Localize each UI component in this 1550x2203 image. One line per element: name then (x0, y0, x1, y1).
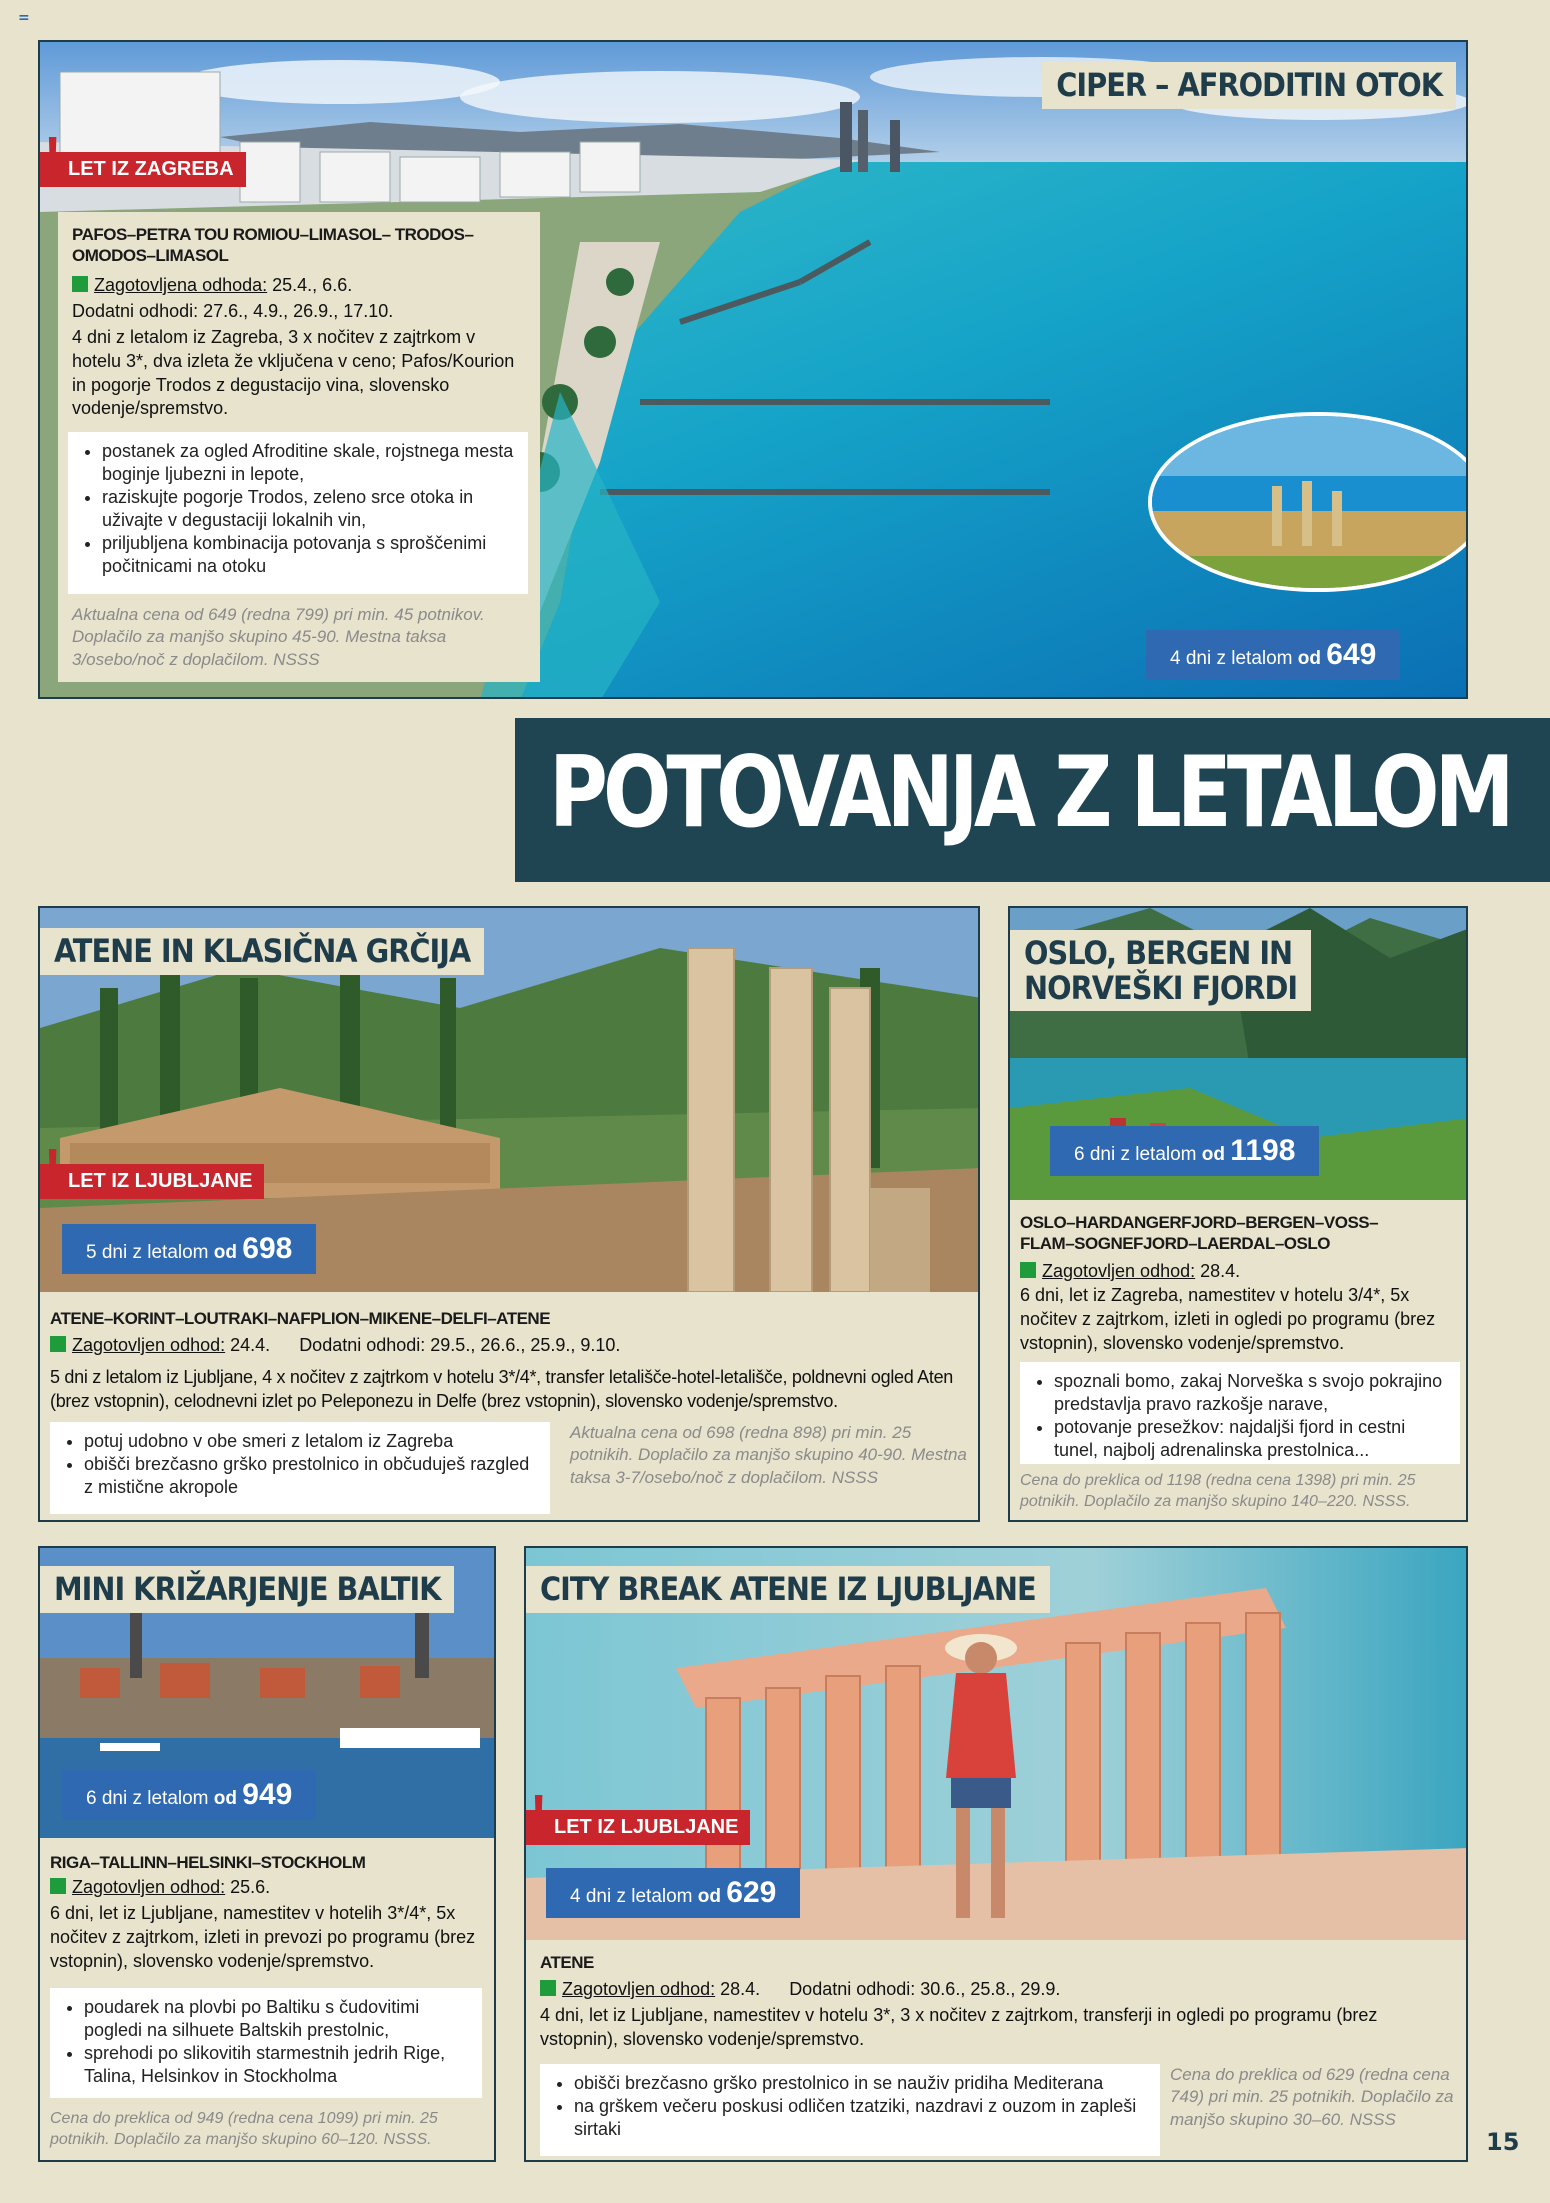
baltic-price-od: od (213, 1788, 238, 1809)
cyprus-bullet-1: • postanek za ogled Afroditine skale, rojstnega mesta boginje ljubezni in lepote, (102, 440, 516, 486)
baltic-guaranteed-dates: 25.6. (225, 1877, 271, 1897)
athens-classic-guaranteed-label: Zagotovljen odhod: (72, 1335, 226, 1355)
cyprus-card (38, 40, 1468, 699)
citybreak-additional: Dodatni odhodi: 30.6., 25.8., 29.9. (789, 1979, 1061, 1999)
baltic-price-badge (62, 1770, 316, 1820)
baltic-bullet-2: • sprehodi po slikovitih starmestnih jedrih Rige, Talina, Helsinkov in Stockholma (84, 2042, 470, 2088)
athens-classic-description: 5 dni z letalom iz Ljubljane, 4 x nočitev z zajtrkom v hotelu 3*/4*, transfer letališče-hotel-letališče, poldnevni ogled Aten (brez vstopnin), celodnevni izlet po Peleponezu in Delfe (brez vstopnin), slovensko vodenje/spremstvo. (50, 1367, 954, 1411)
baltic-title: MINI KRIŽARJENJE BALTIK (40, 1566, 454, 1613)
baltic-price-prefix: 6 dni z letalom (86, 1788, 214, 1809)
athens-classic-guaranteed-dates: 24.4. (225, 1335, 271, 1355)
oslo-title-line1: OSLO, BERGEN IN (1024, 934, 1293, 972)
oslo-price-prefix: 6 dni z letalom (1074, 1144, 1202, 1165)
exclamation-icon: ! (530, 1785, 548, 1843)
athens-classic-price-prefix: 5 dni z letalom (86, 1242, 214, 1263)
citybreak-guaranteed-label: Zagotovljen odhod: (562, 1979, 716, 1999)
page-number: 15 (1486, 2128, 1520, 2156)
cyprus-guaranteed-label: Zagotovljena odhoda: (94, 275, 268, 295)
baltic-description: 6 dni, let iz Ljubljane, namestitev v hotelih 3*/4*, 5x nočitev z zajtrkom, izleti in prevozi po programu (brez vstopnin), slovensko vodenje/spremstvo. (50, 1903, 476, 1971)
section-banner (515, 718, 1550, 882)
citybreak-dates (540, 1978, 1460, 2002)
citybreak-price-badge (546, 1868, 800, 1918)
athens-classic-price-badge (62, 1224, 316, 1274)
cyprus-bullet-3: • priljubljena kombinacija potovanja s sproščenimi počitnicami na otoku (102, 532, 516, 578)
section-banner-title: POTOVANJA Z LETALOM (549, 736, 1510, 850)
cyprus-price-prefix: 4 dni z letalom (1170, 648, 1298, 669)
athens-classic-flight-flag (40, 1139, 264, 1199)
oslo-title-line2: NORVEŠKI FJORDI (1024, 968, 1298, 1007)
baltic-card (38, 1546, 496, 2162)
green-square-icon (50, 1336, 66, 1352)
oslo-bullet-2: • potovanje presežkov: najdaljši fjord in cestni tunel, najbolj adrenalinska prestolnica... (1054, 1416, 1448, 1462)
baltic-note: Cena do preklica od 949 (redna cena 1099) pri min. 25 potnikih. Doplačilo za manjšo skupino 60–120. NSSS. (50, 2110, 438, 2149)
oslo-guaranteed-label: Zagotovljen odhod: (1042, 1261, 1196, 1281)
citybreak-route: ATENE (540, 1953, 594, 1972)
citybreak-price-od: od (697, 1886, 722, 1907)
cyprus-guaranteed (72, 274, 532, 298)
athens-classic-bullet-1: • potuj udobno v obe smeri z letalom iz Zagreba (84, 1430, 538, 1453)
athens-classic-bullets (50, 1422, 550, 1514)
citybreak-note: Cena do preklica od 629 (redna cena 749) pri min. 25 potnikih. Doplačilo za manjšo skupino 30–60. NSSS (1170, 2065, 1454, 2129)
athens-classic-additional: Dodatni odhodi: 29.5., 26.6., 25.9., 9.10. (299, 1335, 621, 1355)
cyprus-text-panel (58, 212, 540, 682)
oslo-guaranteed-dates: 28.4. (1195, 1261, 1241, 1281)
citybreak-price-value: 629 (726, 1876, 777, 1909)
oslo-title (1010, 930, 1311, 1011)
oslo-bullet-1: • spoznali bomo, zakaj Norveška s svojo pokrajino predstavlja pravo razkošje narave, (1054, 1370, 1448, 1416)
citybreak-flag-label: LET IZ LJUBLJANE (554, 1816, 739, 1838)
oslo-price-od: od (1201, 1144, 1226, 1165)
citybreak-flight-flag (526, 1785, 750, 1845)
baltic-guaranteed-label: Zagotovljen odhod: (72, 1877, 226, 1897)
cyprus-title: CIPER – AFRODITIN OTOK (1042, 62, 1456, 109)
oslo-description: 6 dni, let iz Zagreba, namestitev v hotelu 3/4*, 5x nočitev z zajtrkom, izleti in ogledi po programu (brez vstopnin), slovensko vodenje/spremstvo. (1020, 1285, 1436, 1353)
oslo-note: Cena do preklica od 1198 (redna cena 1398) pri min. 25 potnikih. Doplačilo za manjšo skupino 140–220. NSSS. (1020, 1472, 1416, 1511)
cyprus-description: 4 dni z letalom iz Zagreba, 3 x nočitev z zajtrkom v hotelu 3*, dva izleta že vključena v ceno; Pafos/Kourion in pogorje Trodos z degustacijo vina, slovensko vodenje/spremstvo. (72, 327, 515, 419)
baltic-route: RIGA–TALLINN–HELSINKI–STOCKHOLM (50, 1853, 366, 1872)
citybreak-guaranteed-dates: 28.4. (715, 1979, 761, 1999)
cyprus-guaranteed-dates: 25.4., 6.6. (267, 275, 353, 295)
athens-classic-route: ATENE–KORINT–LOUTRAKI–NAFPLION–MIKENE–DELFI–ATENE (50, 1309, 551, 1328)
cyprus-flight-flag (40, 127, 246, 187)
cyprus-flag-label: LET IZ ZAGREBA (68, 158, 234, 180)
cyprus-route: PAFOS–PETRA TOU ROMIOU–LIMASOL– TRODOS–OMODOS–LIMASOL (72, 225, 474, 266)
athens-classic-card (38, 906, 980, 1522)
cyprus-bullet-2: • raziskujte pogorje Trodos, zeleno srce otoka in uživajte v degustaciji lokalnih vin, (102, 486, 516, 532)
cyprus-bullets (68, 432, 528, 594)
green-square-icon (1020, 1262, 1036, 1278)
athens-classic-price-od: od (213, 1242, 238, 1263)
green-square-icon (540, 1980, 556, 1996)
oslo-route: OSLO–HARDANGERFJORD–BERGEN–VOSS–FLAM–SOGNEFJORD–LAERDAL–OSLO (1020, 1213, 1379, 1254)
cyprus-additional: Dodatni odhodi: 27.6., 4.9., 26.9., 17.10. (72, 301, 394, 321)
baltic-bullets (50, 1988, 482, 2098)
cyprus-price-badge (1146, 630, 1400, 680)
cyprus-note: Aktualna cena od 649 (redna 799) pri min. 45 potnikov. Doplačilo za manjšo skupino 45-90. Mestna taksa 3/osebo/noč z doplačilom. NSSS (72, 605, 485, 669)
baltic-bullet-1: • poudarek na plovbi po Baltiku s čudovitimi pogledi na silhuete Baltskih prestolnic, (84, 1996, 470, 2042)
athens-classic-price-value: 698 (242, 1232, 293, 1265)
green-square-icon (50, 1878, 66, 1894)
oslo-price-value: 1198 (1230, 1134, 1296, 1167)
citybreak-title: CITY BREAK ATENE IZ LJUBLJANE (526, 1566, 1050, 1613)
exclamation-icon: ! (44, 127, 62, 185)
athens-classic-flag-label: LET IZ LJUBLJANE (68, 1170, 253, 1192)
athens-classic-dates (50, 1334, 970, 1358)
oslo-price-badge (1050, 1126, 1319, 1176)
athens-classic-title: ATENE IN KLASIČNA GRČIJA (40, 928, 484, 975)
corner-mark: = (18, 10, 30, 26)
baltic-price-value: 949 (242, 1778, 293, 1811)
citybreak-description: 4 dni, let iz Ljubljane, namestitev v hotelu 3*, 3 x nočitev z zajtrkom, transferji in ogledi po programu (brez vstopnin), slovensko vodenje/spremstvo. (540, 2005, 1378, 2049)
cyprus-price-value: 649 (1326, 638, 1377, 671)
cyprus-price-od: od (1297, 648, 1322, 669)
oslo-guaranteed (1020, 1260, 1460, 1284)
citybreak-bullet-1: • obišči brezčasno grško prestolnico in se nauživ pridiha Mediterana (574, 2072, 1148, 2095)
citybreak-bullet-2: • na grškem večeru poskusi odličen tzatziki, nazdravi z ouzom in zapleši sirtaki (574, 2095, 1148, 2141)
oslo-bullets (1020, 1362, 1460, 1464)
athens-classic-bullet-2: • obišči brezčasno grško prestolnico in občuduješ razgled z mistične akropole (84, 1453, 538, 1499)
athens-classic-note: Aktualna cena od 698 (redna 898) pri min. 25 potnikih. Doplačilo za manjšo skupino 40-90. Mestna taksa 3-7/osebo/noč z doplačilom. NSSS (570, 1423, 967, 1487)
oslo-card (1008, 906, 1468, 1522)
cyprus-kourion-oval-photo (1148, 412, 1468, 592)
citybreak-bullets (540, 2064, 1160, 2156)
baltic-guaranteed (50, 1876, 490, 1900)
citybreak-price-prefix: 4 dni z letalom (570, 1886, 698, 1907)
exclamation-icon: ! (44, 1139, 62, 1197)
citybreak-card (524, 1546, 1468, 2162)
green-square-icon (72, 276, 88, 292)
